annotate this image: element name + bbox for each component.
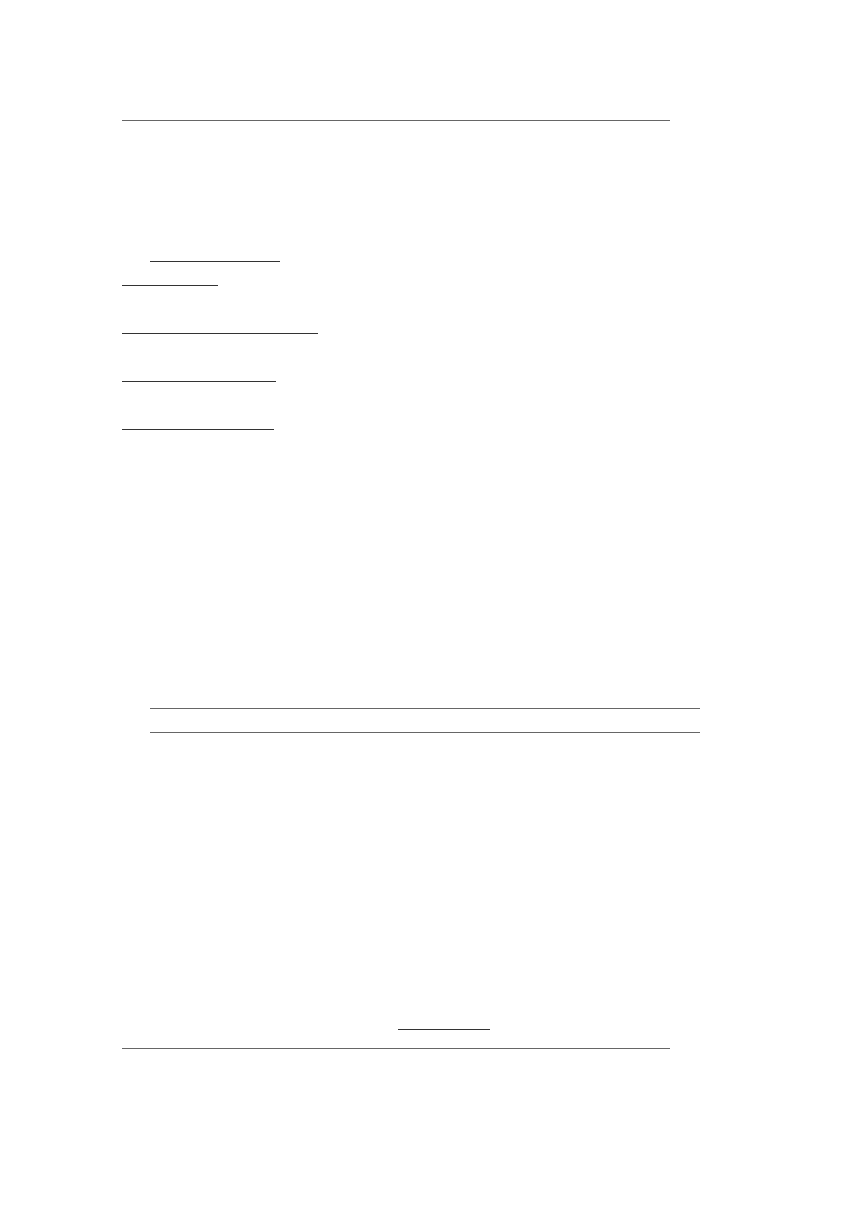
answer-line[interactable] <box>122 1048 670 1049</box>
q8-notice-line-5 <box>122 977 738 1001</box>
answer-blank[interactable] <box>398 1013 490 1030</box>
q6-passage-line-1 <box>150 245 738 269</box>
q6-passage-line-2 <box>122 269 738 293</box>
q6-passage-line-6 <box>122 365 738 389</box>
q6-passage-line-3 <box>122 293 738 317</box>
q8-item-1 <box>150 1013 738 1030</box>
q7-bio-line-5 <box>122 581 738 605</box>
answer-line[interactable] <box>150 708 700 709</box>
q8-notice-line-4 <box>122 953 738 977</box>
q7-prompt-line-1 <box>150 437 738 461</box>
answer-line[interactable] <box>150 732 700 733</box>
q6-passage-line-4 <box>122 317 738 341</box>
q7-bio-line-6 <box>122 605 738 629</box>
q7-bio-line-3 <box>122 533 738 557</box>
blank-3[interactable] <box>122 317 318 334</box>
q8-notice-line-3 <box>122 929 738 953</box>
q7-date <box>150 785 738 809</box>
q7-bio-line-7 <box>122 629 738 653</box>
q8-heading <box>122 857 738 881</box>
q7-salutation <box>150 701 738 725</box>
q6-passage-line-5 <box>122 341 738 365</box>
q7-signature <box>150 761 738 785</box>
answer-line <box>122 120 670 121</box>
q7-prompt-line-2 <box>122 461 738 485</box>
blank-4[interactable] <box>122 365 276 382</box>
q8-notice-line-1 <box>150 881 738 905</box>
blank-2[interactable] <box>122 269 218 286</box>
q7-bio-line-4 <box>122 557 738 581</box>
q7-bio-line-2 <box>122 509 738 533</box>
q5-options-line-2 <box>122 149 738 173</box>
q6-passage-line-7 <box>122 389 738 413</box>
q8-prompt-line-1 <box>150 809 738 833</box>
blank-1[interactable] <box>150 245 280 262</box>
q6-passage-line-8 <box>122 413 738 437</box>
q7-bio-line-8 <box>122 653 738 677</box>
blank-5[interactable] <box>122 413 274 430</box>
q8-notice-line-2 <box>122 905 738 929</box>
q7-closing <box>150 737 738 761</box>
q5-options-line-3 <box>122 173 738 197</box>
q6-prompt-line-2 <box>122 221 738 245</box>
q7-heading <box>122 677 738 701</box>
q7-bio-line-1 <box>150 485 738 509</box>
q8-prompt-line-2 <box>122 833 738 857</box>
q5-options-line-1 <box>150 125 738 149</box>
q6-prompt-line-1 <box>150 197 738 221</box>
